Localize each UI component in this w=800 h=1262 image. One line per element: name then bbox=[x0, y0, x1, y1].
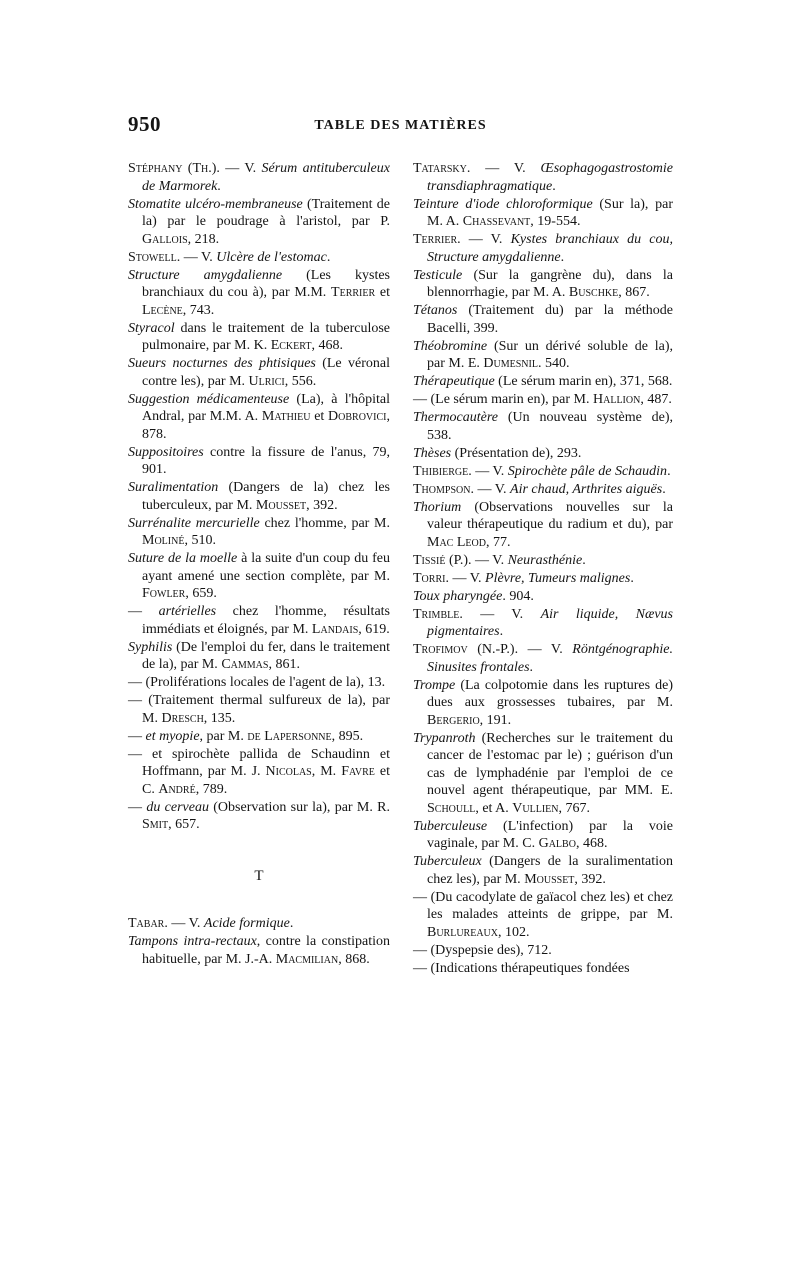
entry-term: Thorium bbox=[413, 499, 462, 515]
entry-text: (Recherches sur le traitement du cancer de l'estomac par le) ; guérison d'un cas de lymphadénie par l'emploi de ce nouvel agent thérapeutique, par MM. E. bbox=[427, 730, 673, 798]
index-entry bbox=[413, 373, 673, 391]
entry-author: Buschke bbox=[568, 285, 619, 300]
entry-author: Dobrovici bbox=[328, 409, 387, 424]
entry-text: , 510. bbox=[184, 533, 216, 548]
entry-text: (Le sérum marin en), 371, 568. bbox=[494, 374, 673, 389]
entry-text: à la suite d'un coup du feu ayant amené une section complète, par M. bbox=[142, 551, 391, 584]
entry-text: (La colpotomie dans les ruptures de) dues aux grossesses tubaires, par M. bbox=[427, 677, 673, 710]
entry-text: (Présentation de), 293. bbox=[451, 445, 582, 461]
entry-author: Moliné bbox=[142, 533, 185, 548]
entry-text: , 868. bbox=[338, 951, 370, 967]
index-column-right bbox=[413, 160, 673, 978]
entry-term: Tuberculeuse bbox=[413, 818, 488, 834]
entry-author: Mousset bbox=[524, 871, 575, 887]
index-entry bbox=[128, 355, 390, 390]
entry-term: Syphilis bbox=[128, 639, 173, 655]
index-entry bbox=[128, 933, 390, 968]
entry-text: chez l'homme, par M. bbox=[259, 515, 390, 531]
entry-author: Dresch bbox=[161, 710, 204, 726]
entry-text: . — V. bbox=[468, 552, 508, 568]
entry-text: (Sur un dérivé soluble de la), par M. E. bbox=[427, 338, 673, 371]
entry-term: artérielles bbox=[158, 604, 217, 619]
entry-author: Favre bbox=[341, 764, 375, 779]
index-entry bbox=[128, 550, 390, 603]
entry-text: — bbox=[128, 799, 147, 815]
entry-term: Sérum antituberculeux de Marmorek bbox=[142, 161, 390, 194]
entry-text: — et spirochète pallida de Schaudinn et Hoffmann, par M. J. bbox=[128, 746, 390, 779]
entry-author: Lecène bbox=[142, 302, 183, 318]
entry-text: , 19-554. bbox=[530, 214, 581, 229]
entry-text: . — V. bbox=[457, 232, 511, 247]
entry-text: . bbox=[630, 570, 634, 586]
entry-text: , 556. bbox=[284, 373, 317, 389]
index-entry bbox=[413, 588, 673, 606]
entry-text: , 468. bbox=[311, 338, 343, 353]
index-entry bbox=[413, 267, 673, 302]
page-number: 950 bbox=[128, 112, 161, 136]
entry-author: Nicolas bbox=[265, 764, 312, 779]
entry-text: . bbox=[560, 249, 565, 265]
entry-term: Thérapeutique bbox=[413, 374, 495, 389]
entry-text: — (Indications thérapeutiques fondées bbox=[413, 960, 630, 976]
entry-author: Tissié (P.) bbox=[413, 552, 469, 568]
entry-author: Galbo bbox=[538, 836, 576, 851]
index-entry bbox=[128, 603, 390, 638]
entry-term: Trompe bbox=[413, 677, 456, 693]
entry-term: Tuberculeux bbox=[413, 854, 482, 869]
entry-text: — (Proliférations locales de l'agent de la), 13. bbox=[128, 675, 386, 690]
index-entry bbox=[413, 853, 673, 888]
entry-term: Sueurs nocturnes des phtisiques bbox=[128, 356, 316, 371]
index-entry bbox=[128, 728, 390, 746]
entry-author: Mac Leod bbox=[427, 534, 486, 550]
entry-text: , 77. bbox=[485, 534, 511, 550]
index-entry bbox=[413, 481, 673, 499]
entry-author: Terrier bbox=[331, 285, 376, 300]
entry-term: Styracol bbox=[128, 320, 175, 336]
entry-text: et bbox=[310, 409, 329, 424]
entry-text: . bbox=[552, 178, 556, 194]
index-entry bbox=[413, 231, 673, 266]
entry-author: Burlureaux bbox=[427, 924, 499, 940]
entry-author: Trofimov (N.-P.) bbox=[413, 642, 515, 657]
entry-term: Tampons intra-rectaux bbox=[128, 934, 257, 949]
index-entry bbox=[413, 606, 673, 641]
index-entry bbox=[413, 818, 673, 853]
entry-term: Neurasthénie bbox=[507, 552, 583, 568]
entry-text: . — V. bbox=[470, 481, 511, 497]
index-entry bbox=[413, 160, 673, 195]
entry-text: . — V. bbox=[459, 606, 541, 622]
entry-text: , par M. bbox=[199, 728, 248, 744]
entry-term: Röntgénographie. Sinusites frontales bbox=[427, 642, 673, 675]
entry-text: , 191. bbox=[479, 712, 512, 728]
entry-text: , 218. bbox=[187, 231, 220, 247]
entry-text: , 487. bbox=[640, 392, 672, 407]
entry-text: (Traitement du) par la méthode Bacelli, 399. bbox=[427, 303, 673, 336]
entry-text: . bbox=[667, 463, 671, 479]
index-entry bbox=[413, 942, 673, 960]
entry-author: Landais bbox=[311, 621, 359, 637]
entry-term: Stomatite ulcéro-membraneuse bbox=[128, 196, 303, 212]
entry-text: contre la fissure de l'anus, 79, 901. bbox=[142, 444, 390, 477]
entry-term: Thermocautère bbox=[413, 410, 499, 425]
entry-author: Mathieu bbox=[261, 409, 311, 424]
entry-text: , 135. bbox=[203, 710, 236, 726]
entry-text: (Le véronal contre les), par M. bbox=[142, 356, 390, 389]
index-entry bbox=[413, 960, 673, 978]
entry-text: et C. bbox=[142, 764, 390, 797]
entry-term: Air chaud, Arthrites aiguës bbox=[510, 481, 663, 497]
entry-text: . bbox=[217, 178, 221, 194]
index-entry bbox=[413, 463, 673, 481]
entry-text: dans le traitement de la tuberculose pulmonaire, par M. K. bbox=[142, 320, 390, 353]
entry-text: , 657. bbox=[168, 817, 200, 832]
entry-term: Surrénalite mercurielle bbox=[128, 515, 260, 531]
entry-term: Testicule bbox=[413, 267, 463, 283]
entry-text: . — V. bbox=[445, 570, 486, 586]
entry-term: Toux pharyngée bbox=[413, 588, 503, 604]
entry-text: . — V. bbox=[176, 249, 217, 265]
index-entry bbox=[413, 391, 673, 409]
entry-text: , 767. bbox=[558, 800, 591, 816]
entry-author: Smit bbox=[142, 817, 169, 832]
entry-author: Gallois bbox=[142, 231, 188, 247]
index-entry bbox=[128, 196, 390, 249]
index-entry bbox=[413, 409, 673, 444]
entry-term: Thèses bbox=[413, 445, 452, 461]
entry-text: — (Le sérum marin en), par M. bbox=[413, 392, 593, 407]
entry-author: Tabar bbox=[128, 916, 165, 931]
entry-author: Tatarsky bbox=[413, 161, 467, 176]
entry-text: (La), à l'hôpital Andral, par M.M. A. bbox=[142, 391, 390, 424]
entry-text: . — V. bbox=[216, 161, 262, 176]
index-entry bbox=[413, 570, 673, 588]
index-entry bbox=[128, 515, 390, 550]
index-entry bbox=[128, 320, 390, 355]
entry-text: , 867. bbox=[618, 285, 650, 300]
entry-text: . — V. bbox=[514, 642, 573, 657]
entry-author: Trimble bbox=[413, 606, 460, 622]
entry-text: , 878. bbox=[142, 409, 390, 442]
index-entry bbox=[413, 499, 673, 552]
entry-text: , 789. bbox=[195, 781, 228, 797]
entry-author: Chassevant bbox=[462, 214, 531, 229]
entry-author: Stowell bbox=[128, 249, 177, 265]
index-entry bbox=[128, 249, 390, 267]
entry-text: . 540. bbox=[537, 356, 570, 371]
index-entry bbox=[128, 692, 390, 727]
index-entry bbox=[413, 445, 673, 463]
index-entry bbox=[128, 391, 390, 444]
entry-text: (De l'emploi du fer, dans le traitement de la), par M. bbox=[142, 639, 390, 672]
entry-text: , 895. bbox=[331, 728, 364, 744]
running-title: TABLE DES MATIÈRES bbox=[314, 118, 487, 133]
entry-author: Fowler bbox=[142, 586, 186, 601]
index-entry bbox=[128, 160, 390, 195]
entry-author: Macmilian bbox=[275, 951, 339, 967]
entry-text: , 392. bbox=[306, 497, 338, 513]
entry-text: (Observation sur la), par M. R. bbox=[208, 799, 390, 815]
entry-text: . bbox=[582, 552, 586, 568]
entry-text: . bbox=[529, 659, 534, 675]
entry-term: Œsophagogastrostomie transdiaphragmatique bbox=[427, 161, 673, 194]
entry-term: Ulcère de l'estomac bbox=[216, 249, 327, 265]
entry-author: Stéphany (Th.) bbox=[128, 161, 217, 176]
index-entry bbox=[128, 267, 390, 320]
index-entry bbox=[128, 799, 390, 834]
entry-term: Acide formique bbox=[203, 916, 290, 931]
entry-text: , 392. bbox=[574, 871, 606, 887]
entry-text: , 102. bbox=[498, 924, 530, 940]
entry-term: Suture de la moelle bbox=[128, 551, 238, 566]
entry-term: Structure amygdalienne bbox=[128, 267, 283, 283]
entry-text: (Observations nouvelles sur la valeur thérapeutique du radium et du), par bbox=[427, 499, 673, 532]
index-entry bbox=[128, 674, 390, 692]
entry-text: (Un nouveau système de), 538. bbox=[427, 410, 673, 443]
index-entry bbox=[413, 730, 673, 818]
entry-text: , et A. bbox=[475, 800, 513, 816]
entry-author: de Lapersonne bbox=[247, 728, 332, 744]
entry-term: Air liquide, Nævus pigmentaires bbox=[427, 606, 673, 639]
entry-text: (Les kystes branchiaux du cou à), par M.M. bbox=[142, 267, 390, 300]
entry-text: , contre la constipation habituelle, par M. J.-A. bbox=[142, 934, 390, 967]
index-entry bbox=[128, 479, 390, 514]
entry-text: , 861. bbox=[268, 657, 300, 672]
entry-text: . — V. bbox=[164, 916, 204, 931]
entry-text: . bbox=[326, 249, 331, 265]
entry-text: (Sur la), par M. A. bbox=[427, 196, 673, 229]
index-entry bbox=[413, 641, 673, 676]
index-entry bbox=[413, 677, 673, 730]
index-entry bbox=[413, 302, 673, 337]
entry-text: — (Dyspepsie des), 712. bbox=[413, 942, 552, 958]
entry-text: . bbox=[289, 916, 294, 931]
entry-term: Suggestion médicamenteuse bbox=[128, 391, 290, 407]
page-header bbox=[128, 112, 673, 142]
entry-text: . bbox=[662, 481, 666, 497]
entry-text: , 659. bbox=[185, 586, 217, 601]
entry-text: . — V. bbox=[466, 161, 541, 176]
entry-text: (Dangers de la suralimentation chez les), par M. bbox=[427, 854, 673, 887]
entry-text: (Dangers de la) chez les tuberculeux, par M. bbox=[142, 480, 390, 513]
entry-text: (L'infection) par la voie vaginale, par M. C. bbox=[427, 818, 673, 851]
index-entry bbox=[128, 915, 390, 933]
entry-text: chez l'homme, résultats immédiats et éloignés, par M. bbox=[142, 604, 390, 637]
entry-author: Vullien bbox=[512, 800, 559, 816]
entry-text: et bbox=[375, 285, 390, 300]
entry-author: Thibierge bbox=[413, 463, 469, 479]
entry-term: Théobromine bbox=[413, 338, 488, 354]
entry-author: André bbox=[158, 781, 196, 797]
index-entry bbox=[413, 889, 673, 942]
entry-author: Terrier bbox=[413, 232, 458, 247]
index-entry bbox=[413, 338, 673, 373]
entry-author: Mousset bbox=[255, 497, 307, 513]
entry-term: et myopie bbox=[145, 728, 200, 744]
entry-text: . — V. bbox=[468, 463, 508, 479]
entry-text: (Sur la gangrène du), dans la blennorrhagie, par M. A. bbox=[427, 267, 673, 300]
entry-author: Thompson bbox=[413, 481, 471, 497]
entry-text: — bbox=[128, 728, 146, 744]
entry-author: Torri bbox=[413, 570, 446, 586]
index-entry bbox=[128, 444, 390, 479]
entry-term: Teinture d'iode chloroformique bbox=[413, 196, 593, 212]
entry-term: Kystes branchiaux du cou, Structure amygdalienne bbox=[427, 232, 673, 265]
index-entry bbox=[128, 746, 390, 799]
entry-author: Cammas bbox=[221, 657, 269, 672]
entry-author: Ulrici bbox=[248, 373, 285, 389]
entry-author: Eckert bbox=[270, 338, 312, 353]
entry-term: Spirochète pâle de Schaudin bbox=[507, 463, 668, 479]
entry-author: Schoull bbox=[427, 800, 476, 816]
entry-term: Suppositoires bbox=[128, 444, 204, 460]
entry-text: , 619. bbox=[358, 621, 390, 637]
section-letter-heading: T bbox=[254, 867, 264, 884]
entry-text: , 743. bbox=[182, 302, 215, 318]
entry-author: Dumesnil bbox=[483, 356, 538, 371]
entry-text: . 904. bbox=[502, 588, 534, 604]
entry-term: Suralimentation bbox=[128, 480, 219, 495]
index-entry bbox=[128, 639, 390, 674]
index-entry bbox=[413, 552, 673, 570]
entry-text: , M. bbox=[311, 764, 342, 779]
entry-term: Tétanos bbox=[413, 303, 458, 318]
index-column-left bbox=[128, 160, 390, 969]
entry-term: du cerveau bbox=[146, 799, 209, 815]
entry-text: (Traitement de la) par le poudrage à l'aristol, par P. bbox=[142, 196, 390, 229]
entry-term: Plèvre, Tumeurs malignes bbox=[485, 570, 631, 586]
entry-text: , 468. bbox=[575, 836, 608, 851]
entry-text: — (Traitement thermal sulfureux de la), par M. bbox=[128, 693, 390, 726]
entry-author: Bergerio bbox=[427, 712, 480, 728]
entry-author: Hallion bbox=[593, 392, 641, 407]
entry-term: Trypanroth bbox=[413, 730, 476, 746]
entry-text: . bbox=[499, 624, 504, 639]
entry-text: — (Du cacodylate de gaïacol chez les) et chez les malades atteints de grippe, par M. bbox=[413, 889, 673, 922]
index-entry bbox=[413, 196, 673, 231]
entry-text: — bbox=[128, 604, 159, 619]
